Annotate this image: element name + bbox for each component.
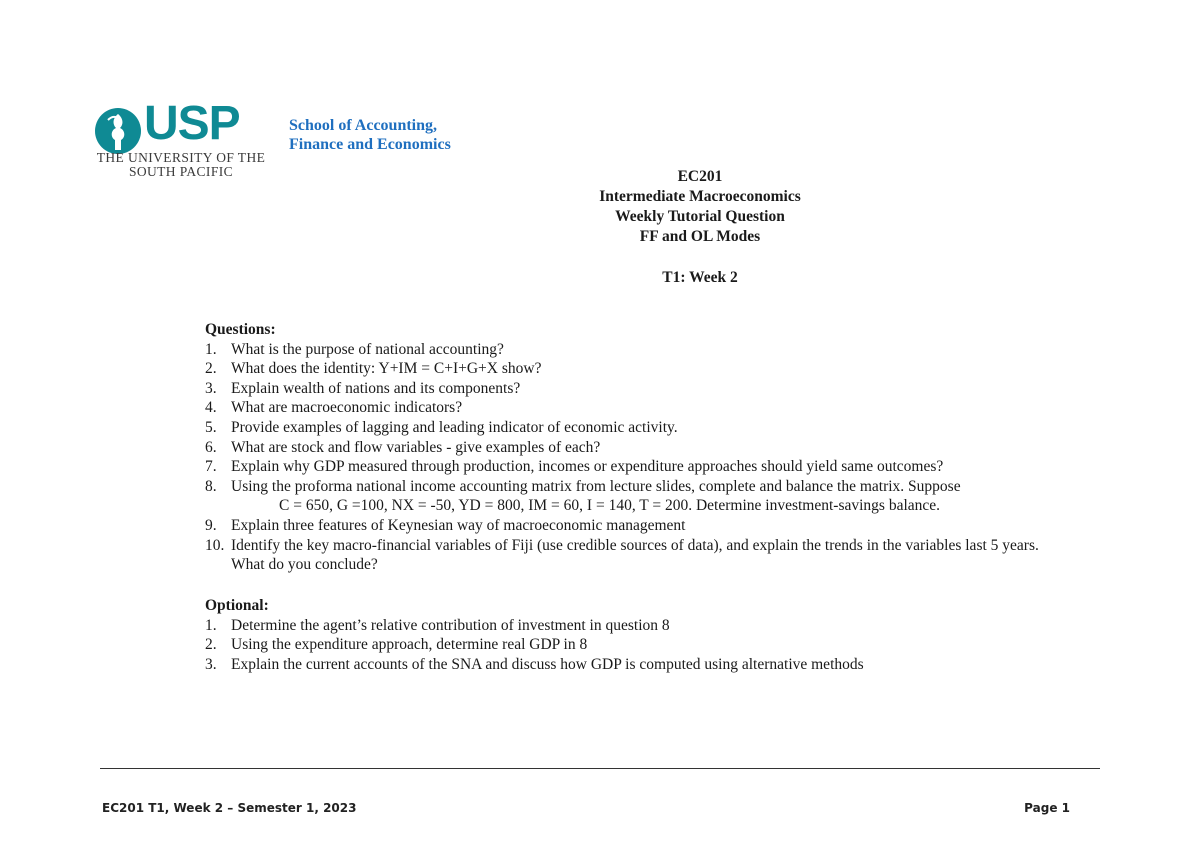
item-number: 3. (205, 655, 217, 673)
course-code: EC201 (677, 168, 723, 185)
document-title-block (500, 167, 900, 288)
list-item (205, 457, 1065, 477)
list-item (205, 398, 1065, 418)
course-name: Intermediate Macroeconomics (599, 188, 801, 205)
questions-section (205, 320, 1065, 575)
item-text-continued: C = 650, G =100, NX = -50, YD = 800, IM = 60, I = 140, T = 200. Determine investment-savings balance. (279, 497, 941, 515)
logo-wordmark: USP (144, 97, 240, 150)
school-name (289, 116, 451, 154)
list-item (205, 340, 1065, 360)
item-number: 8. (205, 477, 217, 495)
item-text: Identify the key macro-financial variables of Fiji (use credible sources of data), and explain the trends in the variables last 5 years. What do you conclude? (231, 536, 1039, 574)
item-number: 2. (205, 360, 217, 378)
list-item (205, 655, 1065, 675)
delivery-modes: FF and OL Modes (639, 228, 761, 245)
list-item (205, 536, 1065, 575)
item-number: 5. (205, 418, 217, 436)
optional-section (205, 596, 1065, 674)
item-number: 1. (205, 616, 217, 634)
item-text: Using the proforma national income accounting matrix from lecture slides, complete and balance the matrix. Suppose (231, 477, 961, 495)
item-number: 2. (205, 636, 217, 654)
list-item (205, 359, 1065, 379)
item-text: What are stock and flow variables - give examples of each? (231, 438, 601, 456)
questions-heading: Questions: (205, 321, 276, 338)
item-text: Explain why GDP measured through production, incomes or expenditure approaches should yield same outcomes? (231, 458, 944, 476)
list-item (205, 616, 1065, 636)
item-text: What are macroeconomic indicators? (231, 399, 463, 417)
logo-university-name (96, 151, 266, 179)
optional-heading: Optional: (205, 597, 269, 614)
item-text: Provide examples of lagging and leading indicator of economic activity. (231, 418, 678, 436)
item-text: Explain three features of Keynesian way of macroeconomic management (231, 516, 686, 534)
footer-course-info: EC201 T1, Week 2 – Semester 1, 2023 (102, 801, 357, 815)
item-text: Explain wealth of nations and its components? (231, 379, 521, 397)
list-item (205, 477, 1065, 516)
item-number: 1. (205, 340, 217, 358)
item-text: Determine the agent’s relative contribution of investment in question 8 (231, 616, 670, 634)
optional-list (205, 616, 1065, 675)
document-type: Weekly Tutorial Question (615, 208, 785, 225)
list-item (205, 516, 1065, 536)
page-number: Page 1 (1024, 801, 1070, 815)
list-item (205, 635, 1065, 655)
item-number: 9. (205, 516, 217, 534)
item-text: What does the identity: Y+IM = C+I+G+X show? (231, 360, 542, 378)
list-item (205, 379, 1065, 399)
item-text: Explain the current accounts of the SNA and discuss how GDP is computed using alternative methods (231, 655, 864, 673)
item-text: Using the expenditure approach, determine real GDP in 8 (231, 636, 588, 654)
item-number: 3. (205, 379, 217, 397)
usp-logo (94, 97, 266, 188)
list-item (205, 438, 1065, 458)
item-number: 4. (205, 399, 217, 417)
school-name-line1: School of Accounting, (289, 117, 438, 134)
questions-list (205, 340, 1065, 575)
item-text: What is the purpose of national accounting? (231, 340, 504, 358)
logo-university-line2: SOUTH PACIFIC (128, 164, 234, 179)
item-number: 7. (205, 458, 217, 476)
week-label: T1: Week 2 (662, 269, 738, 286)
logo-university-line1: THE UNIVERSITY OF THE (96, 150, 266, 165)
item-number: 10. (205, 536, 225, 554)
item-number: 6. (205, 438, 217, 456)
footer-divider (100, 768, 1100, 769)
list-item (205, 418, 1065, 438)
school-name-line2: Finance and Economics (289, 136, 451, 153)
